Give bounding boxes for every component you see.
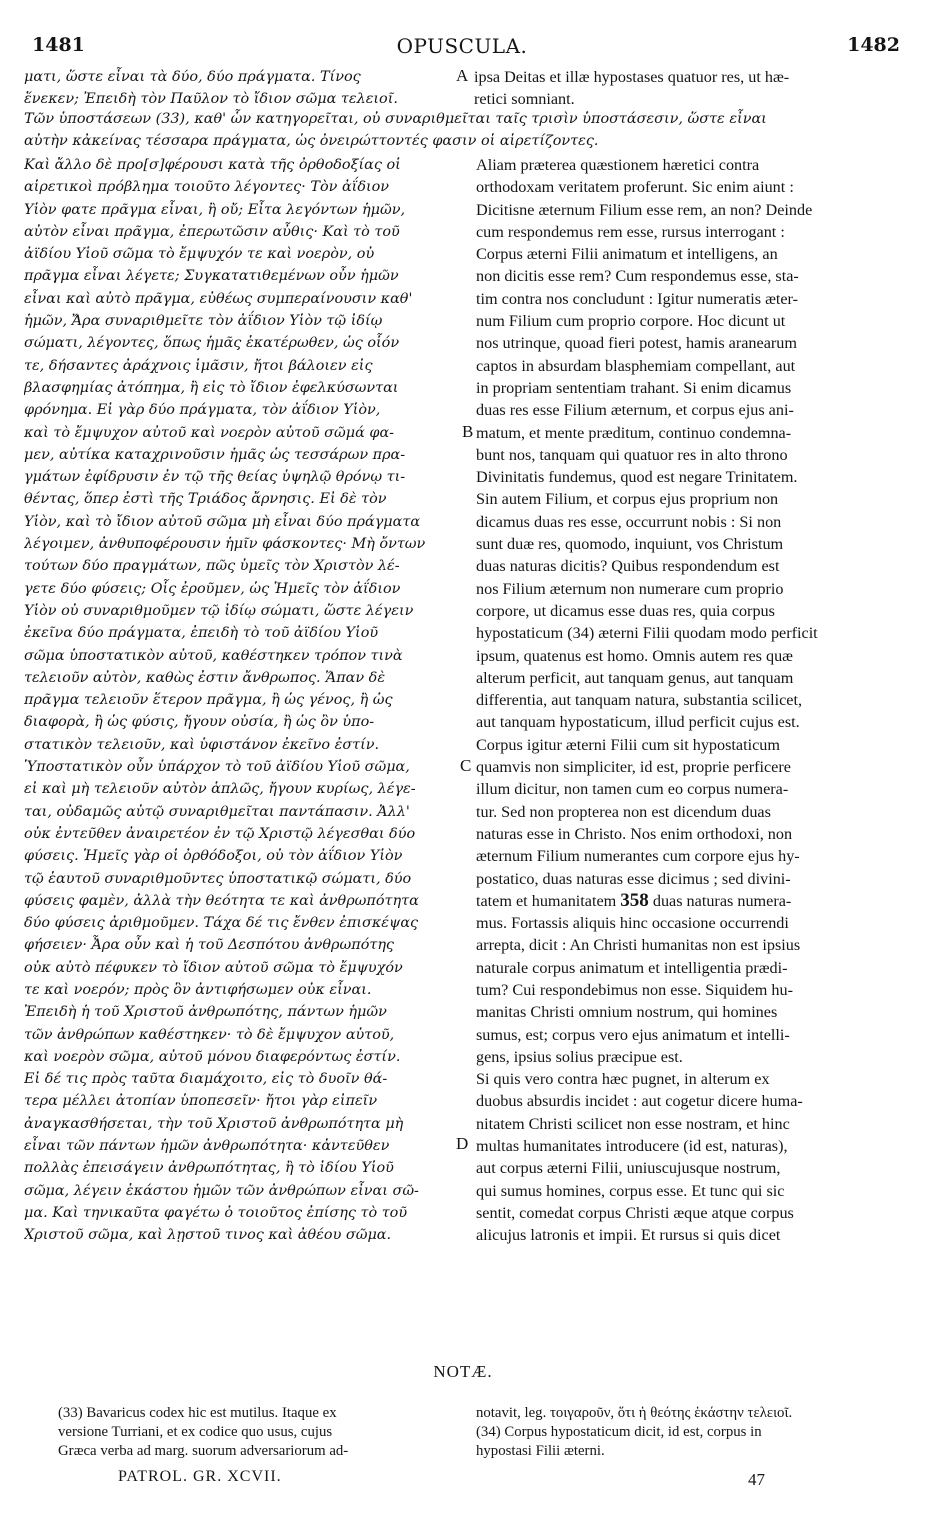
greek-text-line: αὐτὸν εἶναι πρᾶγμα, ἐπερωτῶσιν αὖθις· Καὶ τὸ τοῦ xyxy=(24,223,400,240)
latin-text-line: Si quis vero contra hæc pugnet, in alterum ex xyxy=(476,1070,770,1089)
greek-text-line: πολλὰς ἐπεισάγειν ἀνθρωπότητας, ἢ τὸ ἰδίου Υἱοῦ xyxy=(24,1160,394,1177)
latin-text-line: matum, et mente præditum, continuo condemna- xyxy=(476,423,792,442)
greek-text-line: δύο φύσεις ἀριθμοῦμεν. Τάχα δέ τις ἔνθεν ἐπισκέψας xyxy=(24,915,419,932)
latin-text-line: in propriam sententiam trahant. Si enim dicamus xyxy=(476,378,792,397)
greek-text-line: ἡμῶν, Ἄρα συναριθμεῖτε τὸν ἀΐδιον Υἱὸν τῷ ἰδίῳ xyxy=(24,313,383,330)
latin-text-line: sentit, comedat corpus Christi æque atque corpus xyxy=(476,1203,794,1222)
footer-signature-number: 47 xyxy=(748,1470,765,1489)
greek-text-line: Καὶ ἄλλο δὲ προ[σ]φέρουσι κατὰ τῆς ὀρθοδοξίας οἱ xyxy=(24,157,401,173)
greek-text-line: φύσεις φαμὲν, ἀλλὰ τὴν θεότητα τε καὶ ἀνθρωπότητα xyxy=(24,892,419,909)
latin-text-line: aut tanquam hypostaticum, illud perficit cujus est. xyxy=(476,713,800,732)
section-marker-d: D xyxy=(456,1134,469,1153)
latin-text-line: illum dicitur, non tamen cum eo corpus numera- xyxy=(476,780,789,799)
latin-text-line: tum? Cui respondebimus non esse. Siquidem hu- xyxy=(476,980,793,999)
latin-text-line: multas humanitates introducere (id est, naturas), xyxy=(476,1137,788,1156)
latin-text-line: nitatem Christi scilicet non esse nostram, et hinc xyxy=(476,1114,790,1133)
running-title: OPUSCULA. xyxy=(396,34,528,58)
greek-text-line: σώματι, λέγοντες, ὅπως ἡμᾶς ἑκατέρωθεν, ὡς οἷόν xyxy=(24,335,400,352)
greek-text-line: στατικὸν τελειοῦν, καὶ ὑφιστάνον ἐκεῖνο ἐστίν. xyxy=(24,736,380,753)
latin-text-line: Divinitatis fundemus, quod est negare Trinitatem. xyxy=(476,468,798,487)
latin-text-line: retici somniant. xyxy=(474,90,575,109)
latin-text-line: sunt duæ res, quomodo, inquiunt, vos Christum xyxy=(476,535,784,554)
page-number-marker: 358 xyxy=(620,889,649,911)
greek-text-line: εἶναι τῶν πάντων ἡμῶν ἀνθρωπότητα· κἀντεῦθεν xyxy=(24,1138,390,1155)
greek-text-line: ματι, ὥστε εἶναι τὰ δύο, δύο πράγματα. Τίνος xyxy=(24,69,361,85)
greek-column xyxy=(24,154,458,1247)
latin-text-line: non dicitis esse rem? Cum respondemus esse, sta- xyxy=(476,267,799,286)
latin-text-line: Dicitisne æternum Filium esse rem, an non? Deinde xyxy=(476,200,813,219)
greek-text-line: τῶν ἀνθρώπων καθέστηκεν· τὸ δὲ ἔμψυχον αὐτοῦ, xyxy=(24,1026,395,1043)
greek-text-line: οὐκ ἐντεῦθεν ἀναιρετέον ἐν τῷ Χριστῷ λέγεσθαι δύο xyxy=(24,825,416,842)
latin-text-line: captos in absurdam blasphemiam compellant, aut xyxy=(476,356,796,375)
latin-text-line: arrepta, dicit : An Christi humanitas non est ipsius xyxy=(476,936,801,955)
latin-text-line: mus. Fortassis aliquis hinc occasione occurrendi xyxy=(476,914,789,933)
greek-top-text xyxy=(24,66,464,111)
notes-left-column xyxy=(58,1404,458,1461)
latin-text-line: cum respondemus rem esse, rursus interrogant : xyxy=(476,222,785,241)
greek-text-line: φρόνημα. Εἰ γὰρ δύο πράγματα, τὸν ἀΐδιον Υἱὸν, xyxy=(24,402,381,419)
latin-text-line: dicamus duas res esse, occurrunt nobis : Si non xyxy=(476,512,782,531)
footnote-line: notavit, leg. τοιγαροῦν, ὅτι ἡ θεότης ἑκάστην τελειοῖ. xyxy=(476,1405,793,1421)
greek-full-width-text xyxy=(24,108,894,153)
latin-text-line: ipsum, quatenus est homo. Omnis autem res quæ xyxy=(476,646,793,665)
greek-text-line: Υἱὸν, καὶ τὸ ἴδιον αὐτοῦ σῶμα μὴ εἶναι δύο πράγματα xyxy=(24,513,421,530)
section-marker-b: B xyxy=(462,422,474,441)
left-column-number: 1481 xyxy=(32,34,85,56)
latin-text-line: aut corpus æterni Filii, uniuscujusque nostrum, xyxy=(476,1159,781,1178)
latin-text-fragment: tatem et humanitatem xyxy=(476,891,621,910)
greek-text-line: γετε δύο φύσεις; Οἷς ἐροῦμεν, ὡς Ἡμεῖς τὸν ἀΐδιον xyxy=(24,580,401,597)
notes-right-column xyxy=(476,1404,896,1461)
latin-text-line xyxy=(476,890,896,912)
greek-text-line: οὐκ αὐτὸ πέφυκεν τὸ ἴδιον αὐτοῦ σῶμα τὸ ἔμψυχόν xyxy=(24,959,403,976)
latin-text-line: tur. Sed non propterea non est dicendum duas xyxy=(476,802,771,821)
greek-text-line: καὶ τὸ ἔμψυχον αὐτοῦ καὶ νοερὸν αὐτοῦ σῶμά φα- xyxy=(24,424,395,441)
footnote-line: hypostasi Filii æterni. xyxy=(476,1443,605,1459)
latin-text-line: duas naturas dicitis? Quibus respondendum est xyxy=(476,557,780,576)
section-marker-a: A xyxy=(456,66,469,85)
greek-text-line: Υἱὸν φατε πρᾶγμα εἶναι, ἢ οὔ; Εἶτα λεγόντων ἡμῶν, xyxy=(24,201,406,218)
greek-text-line: Εἰ δέ τις πρὸς ταῦτα διαμάχοιτο, εἰς τὸ δυοῖν θά- xyxy=(24,1071,388,1088)
greek-text-line: διαφορὰ, ἢ ὡς φύσις, ἤγουν οὐσία, ἢ ὡς ὂν ὑπο- xyxy=(24,714,375,731)
latin-text-line: ipsa Deitas et illæ hypostases quatuor res, ut hæ- xyxy=(474,68,790,86)
latin-text-line: æternum Filium numerantes cum corpore ejus hy- xyxy=(476,847,800,866)
greek-text-line: πρᾶγμα τελειοῦν ἕτερον πρᾶγμα, ἢ ὡς γένος, ἢ ὡς xyxy=(24,692,393,709)
latin-text-line: tim contra nos concludunt : Igitur numeratis æter- xyxy=(476,289,799,308)
latin-text-line: naturas esse in Christo. Nos enim orthodoxi, non xyxy=(476,824,793,843)
greek-text-line: φύσεις. Ἡμεῖς γὰρ οἱ ὀρθόδοξοι, οὐ τὸν ἀΐδιον Υἱὸν xyxy=(24,848,403,865)
greek-text-line: τε καὶ νοερόν; πρὸς ὃν ἀντιφήσωμεν οὐκ εἶναι. xyxy=(24,981,372,998)
latin-text-line: qui sumus homines, corpus esse. Et tunc qui sic xyxy=(476,1181,785,1200)
latin-text-line: duas res esse Filium æternum, et corpus ejus ani- xyxy=(476,401,794,420)
greek-text-line: Υἱὸν οὐ συναριθμοῦμεν τῷ ἰδίῳ σώματι, ὥστε λέγειν xyxy=(24,602,414,619)
greek-text-line: γμάτων ἐφίδρυσιν ἐν τῷ τῆς θείας ὑψηλῷ θρόνῳ τι- xyxy=(24,469,406,486)
greek-text-line: καὶ νοερὸν σῶμα, αὐτοῦ μόνου διαφερόντως ἐστίν. xyxy=(24,1048,401,1065)
greek-text-line: Ἐπειδὴ ἡ τοῦ Χριστοῦ ἀνθρωπότης, πάντων ἡμῶν xyxy=(24,1004,387,1021)
latin-text-line: orthodoxam veritatem proferunt. Sic enim aiunt : xyxy=(476,178,794,197)
latin-text-line: corpore, ut dicamus esse duas res, quia corpus xyxy=(476,601,775,620)
latin-text-line: postatico, duas naturas esse dicimus ; sed divini- xyxy=(476,869,791,888)
right-column-number: 1482 xyxy=(847,34,900,56)
greek-text-line: φήσειεν· Ἆρα οὖν καὶ ἡ τοῦ Δεσπότου ἀνθρωπότης xyxy=(24,937,394,954)
latin-text-line: nos Filium æternum non numerare cum proprio xyxy=(476,579,784,598)
page-header xyxy=(24,34,900,60)
notes-title: NOTÆ. xyxy=(433,1362,493,1381)
greek-text-line: μα. Καὶ τηνικαῦτα φαγέτω ὁ τοιοῦτος ἐπίσης τὸ τοῦ xyxy=(24,1204,408,1221)
greek-text-line: μεν, αὐτίκα καταχρινοῦσιν ἡμᾶς ὡς τεσσάρων πρα- xyxy=(24,446,406,463)
footnote-line: (33) Bavaricus codex hic est mutilus. Itaque ex xyxy=(58,1405,337,1421)
greek-text-line: τούτων δύο πραγμάτων, πῶς ὑμεῖς τὸν Χριστὸν λέ- xyxy=(24,558,400,575)
footnote-line: (34) Corpus hypostaticum dicit, id est, corpus in xyxy=(476,1424,762,1440)
latin-text-line: differentia, aut tanquam natura, substantia scilicet, xyxy=(476,691,803,710)
greek-text-line: ἐκεῖνα δύο πράγματα, ἐπειδὴ τὸ τοῦ ἀϊδίου Υἱοῦ xyxy=(24,625,379,642)
latin-text-line: duobus absurdis incidet : aut cogetur dicere huma- xyxy=(476,1092,803,1111)
latin-text-line: bunt nos, tanquam qui quatuor res in alto throno xyxy=(476,445,788,464)
latin-column xyxy=(476,154,896,1247)
latin-text-line: Corpus igitur æterni Filii cum sit hypostaticum xyxy=(476,735,780,754)
greek-text-line: Ὑποστατικὸν οὖν ὑπάρχον τὸ τοῦ ἀϊδίου Υἱοῦ σῶμα, xyxy=(24,759,410,776)
latin-text-line: gens, ipsius solius præcipue est. xyxy=(476,1047,683,1066)
greek-text-line: τελειοῦν αὐτὸν, καθὼς ἐστιν ἄνθρωπος. Ἅπαν δὲ xyxy=(24,669,386,686)
greek-text-line: σῶμα ὑποστατικὸν αὐτοῦ, καθέστηκεν τρόπον τινὰ xyxy=(24,647,403,664)
greek-text-line: Τῶν ὑποστάσεων (33), καθ' ὧν κατηγορεῖται, οὐ συναριθμεῖται ταῖς τρισὶν ὑποστάσεσιν, ὥστε εἶναι xyxy=(24,111,767,127)
greek-text-line: θέντας, ὅπερ ἐστὶ τῆς Τριάδος ἄρνησις. Εἰ δὲ τὸν xyxy=(24,491,387,508)
footer-volume-label: PATROL. GR. XCVII. xyxy=(118,1468,282,1485)
greek-text-line: ἕνεκεν; Ἐπειδὴ τὸν Παῦλον τὸ ἴδιον σῶμα τελειοῖ. xyxy=(24,91,398,108)
latin-text-line: manitas Christi omnium nostrum, qui homines xyxy=(476,1003,778,1022)
greek-text-line: ἀναγκασθήσεται, τὴν τοῦ Χριστοῦ ἀνθρωπότητα μὴ xyxy=(24,1115,404,1132)
greek-text-line: εἰ καὶ μὴ τελειοῦν αὐτὸν ἁπλῶς, ἤγουν κυρίως, λέγε- xyxy=(24,781,416,798)
greek-text-line: ἀϊδίου Υἱοῦ σῶμα τὸ ἔμψυχόν τε καὶ νοερὸν, οὐ xyxy=(24,246,375,263)
greek-text-line: αὐτὴν κἀκείνας τέσσαρα πράγματα, ὡς ὀνειρώττοντές φασιν οἱ αἱρετίζοντες. xyxy=(24,133,599,150)
footnote-line: Græca verba ad marg. suorum adversariorum ad- xyxy=(58,1443,349,1459)
footnote-line: versione Turriani, et ex codice quo usus, cujus xyxy=(58,1424,333,1440)
latin-text-line: hypostaticum (34) æterni Filii quodam modo perficit xyxy=(476,624,818,643)
latin-text-line: sumus, est; corpus vero ejus animatum et intelli- xyxy=(476,1025,790,1044)
latin-text-line: Sin autem Filium, et corpus ejus proprium non xyxy=(476,490,779,509)
latin-text-fragment: duas naturas numera- xyxy=(648,891,792,910)
greek-text-line: εἶναι καὶ αὐτὸ πρᾶγμα, εὐθέως συμπεραίνουσιν καθ' xyxy=(24,290,413,307)
greek-text-line: τε, δήσαντες ἀράχνοις ἱμᾶσιν, ἤτοι βάλοιεν εἰς xyxy=(24,357,373,374)
latin-text-line: alterum perficit, aut tanquam genus, aut tanquam xyxy=(476,668,794,687)
greek-text-line: σῶμα, λέγειν ἑκάστου ἡμῶν τῶν ἀνθρώπων εἶναι σῶ- xyxy=(24,1182,419,1199)
greek-text-line: ται, οὐδαμῶς αὐτῷ συναριθμεῖται παντάπασιν. Ἀλλ' xyxy=(24,803,410,820)
latin-text-line: quamvis non simpliciter, id est, proprie perficere xyxy=(476,758,791,777)
greek-text-line: αἱρετικοὶ πρόβλημα τοιοῦτο λέγοντες· Τὸν ἀΐδιον xyxy=(24,179,390,196)
greek-text-line: πρᾶγμα εἶναι λέγετε; Συγκατατιθεμένων οὖν ἡμῶν xyxy=(24,268,399,285)
greek-text-line: λέγοιμεν, ἀνθυποφέρουσιν ἡμῖν φάσκοντες· Μὴ ὄντων xyxy=(24,536,426,553)
latin-text-line: nos utrinque, quoad fieri potest, hamis aranearum xyxy=(476,334,797,353)
greek-text-line: βλασφημίας ἀτόπημα, ἢ εἰς τὸ ἴδιον ἐφελκύσωνται xyxy=(24,379,399,396)
section-marker-c: C xyxy=(460,756,472,775)
latin-text-line: Aliam præterea quæstionem hæretici contra xyxy=(476,156,760,174)
latin-text-line: Corpus æterni Filii animatum et intelligens, an xyxy=(476,245,778,264)
greek-text-line: τερα μέλλει ἀτοπίαν ὑποπεσεῖν· ἤτοι γὰρ εἰπεῖν xyxy=(24,1093,378,1110)
latin-text-line: num Filium cum proprio corpore. Hoc dicunt ut xyxy=(476,312,786,331)
greek-text-line: Χριστοῦ σῶμα, καὶ λῃστοῦ τινος καὶ ἀθέου σῶμα. xyxy=(24,1227,392,1244)
greek-text-line: τῷ ἑαυτοῦ συναριθμοῦντες ὑποστατικῷ σώματι, δύο xyxy=(24,870,412,887)
latin-text-line: naturale corpus animatum et intelligentia prædi- xyxy=(476,958,788,977)
latin-top-text xyxy=(474,66,894,111)
latin-text-line: alicujus latronis et impii. Et rursus si quis dicet xyxy=(476,1226,781,1245)
